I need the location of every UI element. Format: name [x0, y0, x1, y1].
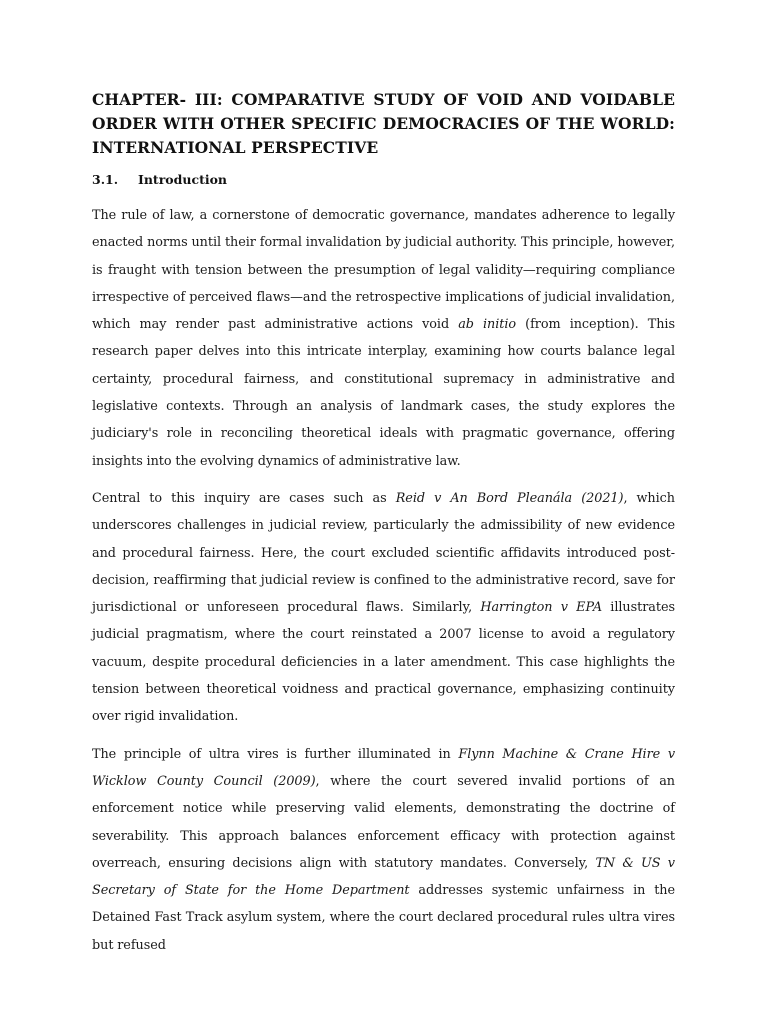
case-citation: Harrington v EPA	[480, 600, 603, 616]
paragraph-text: The principle of ultra vires is further illuminated in	[92, 746, 459, 762]
paragraph-1	[92, 202, 675, 475]
paragraph-text: Central to this inquiry are cases such as	[92, 490, 396, 506]
document-page	[92, 88, 675, 959]
paragraph-3	[92, 741, 675, 959]
paragraph-text: illustrates judicial pragmatism, where the court reinstated a 2007 license to avoid a regulatory vacuum, despite procedural deficiencies in a later amendment. This case highlights the tension between theoretical voidness and practical governance, emphasizing continuity over rigid invalidation.	[92, 600, 676, 725]
paragraph-text: (from inception). This research paper delves into this intricate interplay, examining how courts balance legal certainty, procedural fairness, and constitutional supremacy in administrative and legislative contexts. Through an analysis of landmark cases, the study explores the judiciary's role in reconciling theoretical ideals with pragmatic governance, offering insights into the evolving dynamics of administrative law.	[92, 317, 675, 469]
case-citation: Flynn Machine & Crane Hire v Wicklow County Council (2009)	[92, 746, 675, 789]
paragraph-text: addresses systemic unfairness in the Detained Fast Track asylum system, where the court declared procedural rules ultra vires but refused	[92, 883, 675, 953]
paragraph-text: , which underscores challenges in judicial review, particularly the admissibility of new evidence and procedural fairness. Here, the court excluded scientific affidavits introduced post-decision, reaffirming that judicial review is confined to the administrative record, save for jurisdictional or unforeseen procedural flaws. Similarly,	[92, 490, 675, 616]
paragraph-text: , where the court severed invalid portions of an enforcement notice while preserving valid elements, demonstrating the doctrine of severability. This approach balances enforcement efficacy with protection against overreach, ensuring decisions align with statutory mandates. Conversely,	[92, 773, 675, 871]
case-citation: TN & US v Secretary of State for the Home Department	[92, 855, 675, 899]
case-citation: Reid v An Bord Pleanála (2021)	[395, 490, 624, 506]
chapter-title: CHAPTER- III: COMPARATIVE STUDY OF VOID AND VOIDABLE ORDER WITH OTHER SPECIFIC DEMOCRACIES OF THE WORLD: INTERNATIONAL PERSPECTIVE	[92, 90, 675, 157]
italic-phrase: ab initio	[458, 317, 517, 333]
section-heading	[92, 170, 675, 190]
paragraph-text: The rule of law, a cornerstone of democratic governance, mandates adherence to legally enacted norms until their formal invalidation by judicial authority. This principle, however, is fraught with tension between the presumption of legal validity—requiring compliance irrespective of perceived flaws—and the retrospective implications of judicial invalidation, which may render past administrative actions void	[92, 208, 675, 333]
paragraph-2	[92, 485, 675, 731]
section-number: 3.1.	[92, 172, 119, 187]
section-title: Introduction	[138, 172, 228, 187]
